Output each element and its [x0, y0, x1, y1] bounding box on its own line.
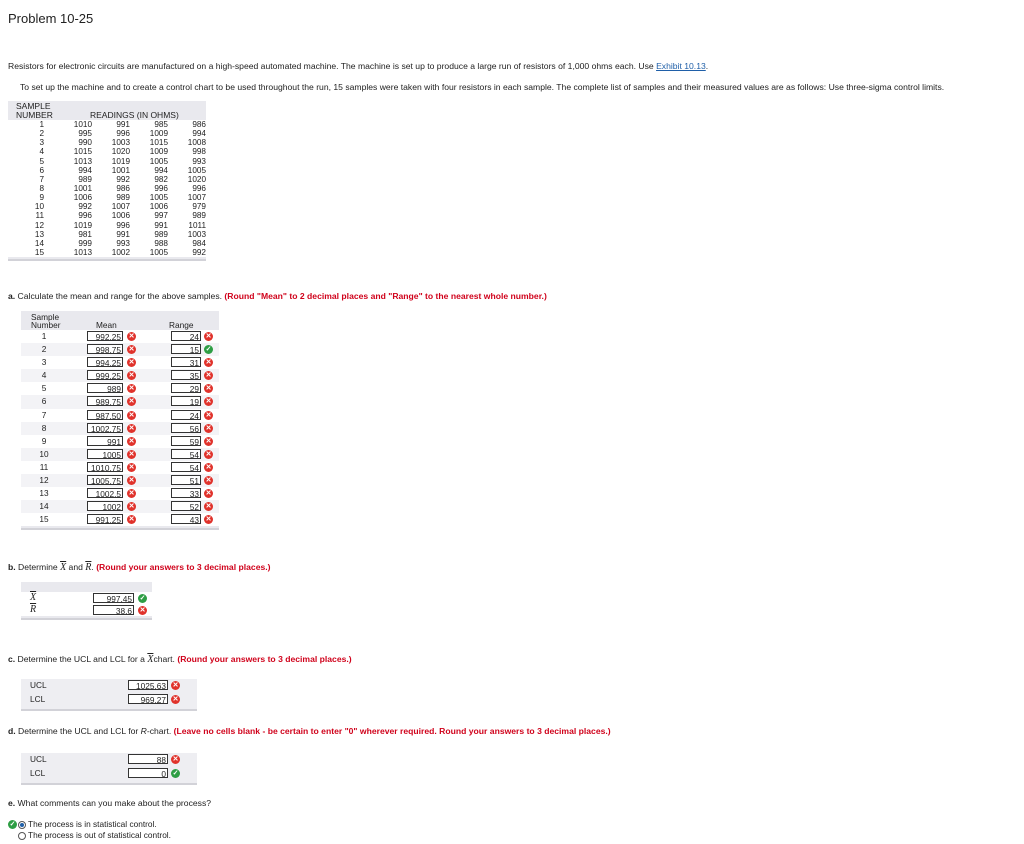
reading-value: 1003	[187, 229, 206, 239]
reading-value: 995	[78, 129, 92, 139]
x-circle-icon: ✕	[205, 437, 212, 445]
readings-footer	[8, 257, 206, 261]
readings-table	[8, 101, 206, 261]
readings-row	[8, 230, 206, 239]
r-limit-lcl-input[interactable]: 0	[128, 768, 168, 778]
intro-end: .	[705, 61, 709, 71]
mean-range-row	[21, 500, 219, 513]
sample-number: 2	[41, 344, 47, 355]
reading-value: 991	[154, 220, 168, 230]
part-a-instruction: (Round "Mean" to 2 decimal places and "Range" to the nearest whole number.)	[224, 291, 547, 301]
mean-input[interactable]: 1002	[87, 501, 123, 511]
reading-value: 989	[154, 229, 168, 239]
part-d-instruction: (Leave no cells blank - be certain to enter "0" wherever required. Round your answers to 3 decimal places.)	[173, 726, 611, 736]
x-circle-icon: ✕	[205, 398, 212, 406]
sample-number: 11	[35, 211, 44, 221]
xbar-rbar-header	[21, 582, 152, 592]
reading-value: 1010	[73, 120, 92, 129]
xbar-limit-label-lcl: LCL	[30, 694, 46, 704]
x-circle-icon: ✕	[205, 411, 212, 419]
mean-range-row	[21, 435, 219, 448]
reading-value: 1009	[149, 129, 168, 139]
x-circle-icon: ✕	[205, 463, 212, 471]
header-number: NUMBER	[16, 110, 53, 120]
sample-number: 12	[39, 475, 49, 486]
xbar-limit-row	[21, 679, 197, 693]
readings-row	[8, 211, 206, 220]
r-symbol: R	[140, 726, 147, 736]
xbar-limit-ucl-input[interactable]: 1025.63	[128, 680, 168, 690]
mean-input[interactable]: 989	[87, 383, 123, 393]
process-options	[8, 819, 171, 841]
x-circle-icon: ✕	[205, 477, 212, 485]
x-circle-icon: ✕	[128, 477, 135, 485]
rbar-input[interactable]: 38.6	[93, 605, 134, 615]
mean-range-row	[21, 461, 219, 474]
xbar-limits-table	[21, 679, 197, 711]
header-sample: Sample	[31, 312, 60, 322]
x-circle-icon: ✕	[205, 385, 212, 393]
sample-number: 10	[34, 202, 44, 212]
x-circle-icon: ✕	[128, 437, 135, 445]
xbar-rbar-table	[21, 582, 152, 620]
part-a-label: a.	[8, 291, 16, 301]
readings-row	[8, 138, 206, 147]
reading-value: 1006	[111, 211, 130, 221]
sample-number: 5	[39, 156, 44, 166]
header-number: Number	[31, 320, 61, 330]
readings-row	[8, 147, 206, 156]
sample-number: 8	[39, 183, 44, 193]
r-limits-footer	[21, 781, 197, 785]
reading-value: 992	[78, 202, 92, 212]
x-circle-icon: ✕	[205, 359, 212, 367]
r-limits-table	[21, 753, 197, 785]
reading-value: 996	[116, 129, 130, 139]
xbar-limit-label-ucl: UCL	[30, 680, 47, 690]
sample-number: 5	[41, 383, 47, 394]
x-circle-icon: ✕	[128, 450, 135, 458]
range-input[interactable]: 56	[171, 423, 201, 433]
sample-number: 8	[41, 422, 47, 433]
range-input[interactable]: 54	[171, 449, 201, 459]
range-input[interactable]: 31	[171, 357, 201, 367]
reading-value: 1013	[73, 247, 92, 257]
readings-row	[8, 221, 206, 230]
reading-value: 982	[154, 174, 168, 184]
part-b-and: and	[66, 562, 86, 572]
x-circle-icon: ✕	[172, 756, 179, 763]
reading-value: 989	[116, 193, 130, 203]
reading-value: 1019	[73, 220, 92, 230]
header-mean: Mean	[96, 320, 117, 330]
r-limit-label-lcl: LCL	[30, 768, 46, 778]
xbar-rbar-footer	[21, 616, 152, 620]
mean-range-header	[21, 311, 219, 330]
intro-text: Resistors for electronic circuits are manufactured on a high-speed automated machine. The machine is set up to produce a large run of resistors of 1,000 ohms each. Use	[8, 61, 657, 71]
reading-value: 1005	[149, 247, 168, 257]
header-range: Range	[169, 320, 194, 330]
readings-row	[8, 202, 206, 211]
part-c-label: c.	[8, 654, 16, 664]
reading-value: 986	[116, 183, 130, 193]
range-input[interactable]: 43	[171, 514, 201, 524]
reading-value: 1007	[111, 202, 130, 212]
process-option[interactable]	[8, 830, 171, 841]
part-d-text-2: -chart.	[146, 726, 174, 736]
readings-row	[8, 184, 206, 193]
x-circle-icon: ✕	[128, 411, 135, 419]
header-readings: READINGS (IN OHMS)	[90, 110, 179, 120]
sample-number: 3	[39, 138, 44, 148]
mean-range-footer	[21, 526, 219, 530]
part-d-label: d.	[8, 726, 16, 736]
sample-number: 10	[39, 448, 49, 459]
reading-value: 1009	[149, 147, 168, 157]
part-c-prompt	[8, 654, 352, 665]
reading-value: 1020	[111, 147, 130, 157]
mean-input[interactable]: 987.50	[87, 410, 123, 420]
xbarbar-symbol: $\overline{X}$	[60, 562, 67, 573]
sample-number: 9	[41, 435, 47, 446]
x-circle-icon: ✕	[205, 372, 212, 380]
range-input[interactable]: 29	[171, 383, 201, 393]
readings-body	[8, 120, 206, 257]
x-circle-icon: ✕	[205, 516, 212, 524]
reading-value: 1003	[111, 138, 130, 148]
mean-range-table	[21, 311, 219, 530]
part-a-text: Calculate the mean and range for the above samples.	[15, 291, 225, 301]
reading-value: 990	[78, 138, 92, 148]
mean-input[interactable]: 999.25	[87, 370, 123, 380]
part-b-text: Determine	[15, 562, 61, 572]
sample-number: 1	[39, 120, 44, 129]
mean-input[interactable]: 994.25	[87, 357, 123, 367]
reading-value: 989	[78, 174, 92, 184]
reading-value: 1005	[149, 156, 168, 166]
mean-input[interactable]: 991.25	[87, 514, 123, 524]
part-d-text: Determine the UCL and LCL for	[15, 726, 141, 736]
sample-number: 13	[39, 488, 49, 499]
sample-number: 11	[39, 461, 49, 472]
xbar-symbol: $\overline{X}$	[147, 654, 154, 665]
x-circle-icon: ✕	[205, 333, 212, 340]
x-circle-icon: ✕	[128, 424, 135, 432]
reading-value: 994	[154, 165, 168, 175]
reading-value: 992	[192, 247, 206, 257]
part-c-text: Determine the UCL and LCL for a	[15, 654, 148, 664]
reading-value: 1006	[149, 202, 168, 212]
sample-number: 15	[34, 247, 44, 257]
xbar-limits-footer	[21, 707, 197, 711]
mean-input[interactable]: 991	[87, 436, 123, 446]
r-limit-row	[21, 767, 197, 781]
part-b-prompt	[8, 562, 271, 573]
radio-button[interactable]	[18, 832, 26, 840]
mean-range-row	[21, 487, 219, 500]
part-a-prompt	[8, 291, 547, 301]
sample-number: 4	[39, 147, 44, 157]
reading-value: 1002	[111, 247, 130, 257]
reading-value: 991	[116, 229, 130, 239]
reading-value: 979	[192, 202, 206, 212]
readings-row	[8, 129, 206, 138]
xbar-limit-lcl-input[interactable]: 969.27	[128, 694, 168, 704]
range-input[interactable]: 54	[171, 462, 201, 472]
readings-header	[8, 101, 206, 120]
range-input[interactable]: 15	[171, 344, 201, 354]
x-circle-icon: ✕	[128, 346, 135, 354]
reading-value: 1020	[187, 174, 206, 184]
part-d-prompt	[8, 726, 611, 736]
rbar-symbol: $\overline{R}$	[85, 562, 92, 573]
xbarbar-label: $\overline{X}$	[30, 592, 37, 603]
readings-row	[8, 120, 206, 129]
reading-value: 992	[116, 174, 130, 184]
mean-range-row	[21, 448, 219, 461]
mean-range-row	[21, 343, 219, 356]
readings-row	[8, 239, 206, 248]
x-circle-icon: ✕	[139, 607, 146, 614]
check-circle-icon: ✓	[205, 346, 212, 354]
xbar-rbar-row	[21, 604, 152, 616]
mean-input[interactable]: 1005	[87, 449, 123, 459]
range-input[interactable]: 24	[171, 410, 201, 420]
mean-input[interactable]: 1010.75	[87, 462, 123, 472]
part-e-label: e.	[8, 798, 16, 808]
sample-number: 13	[34, 229, 44, 239]
mean-input[interactable]: 1002.5	[87, 488, 123, 498]
option-label: The process is out of statistical control.	[28, 830, 171, 840]
reading-value: 1005	[149, 193, 168, 203]
r-limit-label-ucl: UCL	[30, 754, 47, 764]
range-input[interactable]: 35	[171, 370, 201, 380]
x-circle-icon: ✕	[128, 398, 135, 406]
x-circle-icon: ✕	[172, 696, 179, 703]
process-option[interactable]	[8, 819, 171, 830]
mean-range-row	[21, 395, 219, 408]
reading-value: 1006	[73, 193, 92, 203]
range-input[interactable]: 52	[171, 501, 201, 511]
reading-value: 994	[192, 129, 206, 139]
reading-value: 993	[116, 238, 130, 248]
reading-value: 996	[154, 183, 168, 193]
reading-value: 1015	[149, 138, 168, 148]
reading-value: 1015	[73, 147, 92, 157]
reading-value: 1007	[187, 193, 206, 203]
reading-value: 1011	[188, 220, 206, 230]
reading-value: 994	[78, 165, 92, 175]
x-circle-icon: ✕	[205, 424, 212, 432]
sample-number: 6	[39, 165, 44, 175]
radio-button[interactable]	[18, 821, 26, 829]
sample-number: 15	[39, 514, 49, 525]
x-circle-icon: ✕	[128, 463, 135, 471]
sample-number: 12	[34, 220, 44, 230]
mean-range-body	[21, 330, 219, 526]
sample-number: 7	[41, 409, 47, 420]
mean-range-row	[21, 356, 219, 369]
reading-value: 981	[78, 229, 92, 239]
check-circle-icon: ✓	[9, 821, 16, 829]
sample-number: 6	[41, 396, 47, 407]
x-circle-icon: ✕	[205, 450, 212, 458]
r-limit-ucl-input[interactable]: 88	[128, 754, 168, 764]
range-input[interactable]: 59	[171, 436, 201, 446]
reading-value: 985	[154, 120, 168, 129]
xbar-rbar-body	[21, 592, 152, 616]
header-sample: SAMPLE	[16, 101, 51, 111]
sample-number: 9	[39, 193, 44, 203]
reading-value: 1008	[187, 138, 206, 148]
r-limits-body	[21, 753, 197, 781]
x-circle-icon: ✕	[128, 385, 135, 393]
reading-value: 997	[154, 211, 168, 221]
mean-range-row	[21, 422, 219, 435]
range-input[interactable]: 19	[171, 396, 201, 406]
reading-value: 989	[192, 211, 206, 221]
sample-number: 3	[41, 357, 47, 368]
mean-input[interactable]: 1002.75	[87, 423, 123, 433]
reading-value: 996	[192, 183, 206, 193]
reading-value: 991	[116, 120, 130, 129]
x-circle-icon: ✕	[205, 503, 212, 511]
sample-number: 14	[34, 238, 44, 248]
sample-number: 7	[39, 174, 44, 184]
page-title: Problem 10-25	[8, 11, 94, 26]
r-limit-row	[21, 753, 197, 767]
sample-number: 1	[41, 331, 47, 341]
mean-range-row	[21, 474, 219, 487]
xbar-rbar-row	[21, 592, 152, 604]
part-b-end: .	[91, 562, 97, 572]
xbar-limit-row	[21, 693, 197, 707]
problem-intro	[8, 61, 708, 71]
reading-value: 996	[78, 211, 92, 221]
reading-value: 986	[192, 120, 206, 129]
x-circle-icon: ✕	[128, 372, 135, 380]
range-input[interactable]: 51	[171, 475, 201, 485]
check-circle-icon: ✓	[172, 770, 179, 777]
mean-input[interactable]: 992.25	[87, 331, 123, 341]
sample-number: 4	[41, 370, 47, 381]
xbarbar-input[interactable]: 997.45	[93, 593, 134, 603]
reading-value: 998	[192, 147, 206, 157]
x-circle-icon: ✕	[128, 516, 135, 524]
reading-value: 984	[192, 238, 206, 248]
readings-row	[8, 166, 206, 175]
reading-value: 993	[192, 156, 206, 166]
mean-input[interactable]: 989.75	[87, 396, 123, 406]
mean-range-row	[21, 513, 219, 526]
reading-value: 1001	[111, 165, 130, 175]
part-b-instruction: (Round your answers to 3 decimal places.)	[96, 562, 271, 572]
readings-row	[8, 175, 206, 184]
x-circle-icon: ✕	[128, 333, 135, 340]
x-circle-icon: ✕	[205, 490, 212, 498]
x-circle-icon: ✕	[172, 682, 179, 689]
sample-number: 2	[39, 129, 44, 139]
range-input[interactable]: 33	[171, 488, 201, 498]
exhibit-link[interactable]: Exhibit 10.13	[656, 61, 706, 71]
option-label: The process is in statistical control.	[28, 819, 157, 829]
x-circle-icon: ✕	[128, 503, 135, 511]
x-circle-icon: ✕	[128, 359, 135, 367]
mean-range-row	[21, 369, 219, 382]
readings-row	[8, 248, 206, 257]
reading-value: 1001	[73, 183, 92, 193]
setup-text: To set up the machine and to create a control chart to be used throughout the run, 15 samples were taken with four resistors in each sample. The complete list of samples and their measured values are as follows: Use three-sigma control limits.	[20, 82, 945, 92]
reading-value: 1019	[111, 156, 130, 166]
part-c-instruction: (Round your answers to 3 decimal places.)	[177, 654, 352, 664]
part-e-text: What comments can you make about the process?	[15, 798, 212, 808]
rbar-label: $\overline{R}$	[30, 604, 37, 615]
mean-range-row	[21, 382, 219, 395]
mean-range-row	[21, 330, 219, 343]
part-c-text-2: chart.	[153, 654, 178, 664]
part-e-prompt	[8, 798, 211, 808]
range-input[interactable]: 24	[171, 331, 201, 341]
reading-value: 1005	[187, 165, 206, 175]
mean-input[interactable]: 1005.75	[87, 475, 123, 485]
mean-range-row	[21, 409, 219, 422]
readings-row	[8, 157, 206, 166]
x-circle-icon: ✕	[128, 490, 135, 498]
sample-number: 14	[39, 501, 49, 512]
part-b-label: b.	[8, 562, 16, 572]
check-circle-icon: ✓	[139, 595, 146, 602]
readings-row	[8, 193, 206, 202]
reading-value: 988	[154, 238, 168, 248]
reading-value: 999	[78, 238, 92, 248]
reading-value: 1013	[73, 156, 92, 166]
reading-value: 996	[116, 220, 130, 230]
xbar-limits-body	[21, 679, 197, 707]
mean-input[interactable]: 998.75	[87, 344, 123, 354]
